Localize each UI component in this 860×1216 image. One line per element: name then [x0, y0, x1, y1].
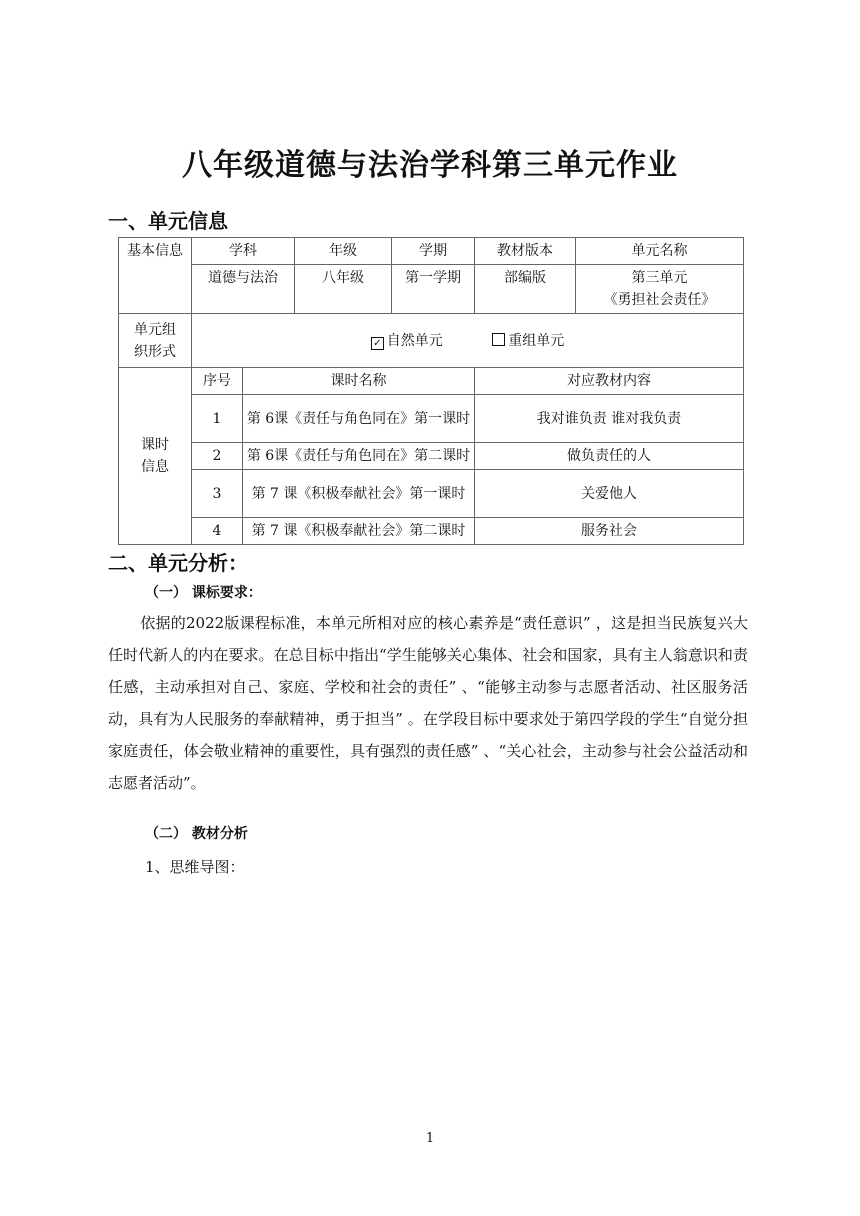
unit-name-line1: 第三单元	[631, 270, 688, 286]
value-grade: 八年级	[295, 265, 392, 314]
lesson-label-line1: 课时	[141, 437, 169, 453]
page-number: 1	[425, 1131, 435, 1146]
lesson-header-no: 序号	[192, 368, 243, 395]
lesson-content: 服务社会	[475, 518, 744, 545]
unit-info-table-main	[118, 237, 744, 545]
section-heading-unit-analysis: 二、单元分析：	[108, 551, 248, 575]
regroup-unit-option[interactable]	[492, 333, 564, 349]
lesson-header-name: 课时名称	[243, 368, 475, 395]
checkbox-empty-icon[interactable]	[492, 333, 505, 346]
header-grade: 年级	[295, 238, 392, 265]
curriculum-paragraph-text: 依据的2022版课程标准，本单元所相对应的核心素养是“责任意识” ，这是担当民族复兴大任时代新人的内在要求。在总目标中指出“学生能够关心集体、社会和国家，具有主人翁意识和责任感，主动承担对自己、家庭、学校和社会的责任” 、“能够主动参与志愿者活动、社区服务活动，具有为人民服务的奉献精神，勇于担当” 。在学段目标中要求处于第四学段的学生“自觉分担家庭责任，体会敬业精神的重要性，具有强烈的责任感” 、“关心社会，主动参与社会公益活动和志愿者活动”。	[108, 614, 748, 792]
natural-unit-label: 自然单元	[386, 332, 443, 349]
natural-unit-option[interactable]	[371, 333, 447, 349]
page-title: 八年级道德与法治学科第三单元作业	[182, 148, 678, 183]
unit-name-line2: 《勇担社会责任》	[603, 292, 716, 308]
mind-map-item: 1、思维导图：	[145, 858, 245, 876]
value-edition: 部编版	[475, 265, 576, 314]
value-subject: 道德与法治	[192, 265, 295, 314]
section-heading-unit-info: 一、单元信息	[108, 209, 228, 233]
header-subject: 学科	[192, 238, 295, 265]
lesson-name: 第 6课《责任与角色同在》第一课时	[243, 395, 475, 443]
lesson-no: 1	[192, 395, 243, 443]
lesson-content: 关爱他人	[475, 470, 744, 518]
value-unit-name	[576, 265, 744, 314]
lesson-info-label	[119, 368, 192, 545]
curriculum-paragraph	[108, 607, 748, 799]
header-semester: 学期	[392, 238, 475, 265]
lesson-content: 做负责任的人	[475, 443, 744, 470]
lesson-label-line2: 信息	[141, 459, 169, 475]
lesson-name: 第 6课《责任与角色同在》第二课时	[243, 443, 475, 470]
subheading-curriculum: （一） 课标要求：	[145, 585, 262, 601]
lesson-name: 第 7 课《积极奉献社会》第一课时	[243, 470, 475, 518]
regroup-unit-label: 重组单元	[508, 332, 565, 349]
org-form-options	[192, 314, 744, 368]
lesson-name: 第 7 课《积极奉献社会》第二课时	[243, 518, 475, 545]
basic-info-label: 基本信息	[119, 238, 192, 314]
org-label-line2: 织形式	[134, 343, 176, 360]
org-label-line1: 单元组	[134, 321, 176, 338]
header-edition: 教材版本	[475, 238, 576, 265]
lesson-no: 2	[192, 443, 243, 470]
checkbox-checked-icon[interactable]: ✓	[371, 337, 384, 350]
value-semester: 第一学期	[392, 265, 475, 314]
lesson-content: 我对谁负责 谁对我负责	[475, 395, 744, 443]
lesson-header-content: 对应教材内容	[475, 368, 744, 395]
lesson-no: 3	[192, 470, 243, 518]
subheading-textbook: （二） 教材分析	[145, 826, 248, 842]
lesson-no: 4	[192, 518, 243, 545]
org-form-label	[119, 314, 192, 368]
header-unit-name: 单元名称	[576, 238, 744, 265]
